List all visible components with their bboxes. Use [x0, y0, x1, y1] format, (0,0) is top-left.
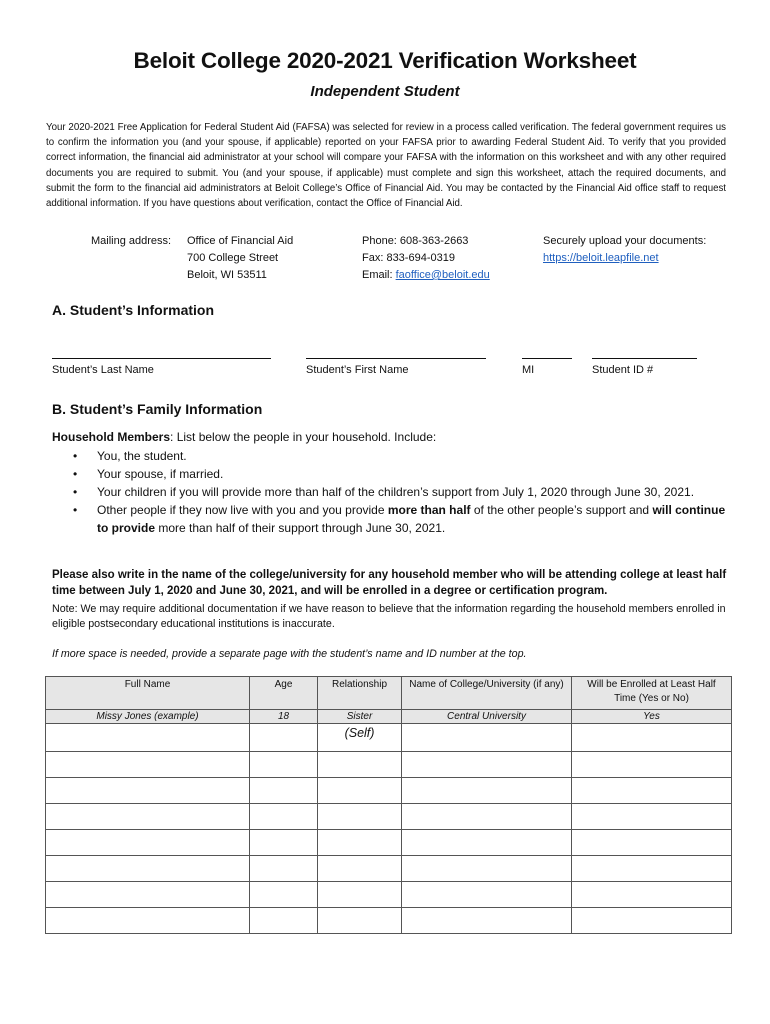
phone-number: Phone: 608-363-2663 [362, 235, 469, 247]
household-bullet-list [52, 447, 732, 537]
middle-initial-field[interactable] [522, 358, 572, 359]
enrolled-cell[interactable] [572, 882, 732, 908]
age-cell[interactable] [250, 856, 318, 882]
table-row [46, 856, 732, 882]
table-row [46, 882, 732, 908]
street-address: 700 College Street [187, 252, 279, 264]
bullet-text: of the other people’s support and [470, 503, 653, 517]
col-header-age: Age [250, 677, 318, 710]
household-table [45, 676, 732, 934]
relationship-cell[interactable] [318, 882, 402, 908]
bullet-text: Other people if they now live with you and you provide [97, 503, 388, 517]
enrolled-cell[interactable] [572, 856, 732, 882]
documentation-note: Note: We may require additional documentation if we have reason to believe that the information regarding the household members enrolled in eligible postsecondary educational institutions is inaccurate. [52, 603, 726, 630]
first-name-field[interactable] [306, 358, 486, 359]
relationship-cell[interactable] [318, 778, 402, 804]
phone-fax-email-block [362, 233, 490, 284]
last-name-field[interactable] [52, 358, 271, 359]
col-header-college: Name of College/University (if any) [402, 677, 572, 710]
household-members-label: Household Members [52, 430, 171, 444]
age-cell[interactable] [250, 778, 318, 804]
example-relationship: Sister [318, 710, 402, 724]
col-header-enrolled: Will be Enrolled at Least Half Time (Yes or No) [572, 677, 732, 710]
mailing-address-label: Mailing address: [91, 235, 172, 247]
name-cell[interactable] [46, 856, 250, 882]
email-label: Email: [362, 269, 396, 281]
relationship-cell[interactable] [318, 856, 402, 882]
section-a-heading: A. Student’s Information [52, 302, 215, 318]
college-cell[interactable] [402, 724, 572, 752]
college-cell[interactable] [402, 804, 572, 830]
name-cell[interactable] [46, 804, 250, 830]
age-cell[interactable] [250, 882, 318, 908]
bullet-text: Your children if you will provide more than half of the children’s support from July 1, 2020 through June 30, 2021. [97, 485, 695, 499]
table-header-row [46, 677, 732, 710]
col-header-relationship: Relationship [318, 677, 402, 710]
enrolled-cell[interactable] [572, 724, 732, 752]
student-id-label: Student ID # [592, 364, 654, 376]
age-cell[interactable] [250, 724, 318, 752]
age-cell[interactable] [250, 804, 318, 830]
table-row [46, 830, 732, 856]
name-cell[interactable] [46, 778, 250, 804]
relationship-cell[interactable] [318, 752, 402, 778]
bullet-emphasis: will continue to provide [97, 503, 726, 535]
enrolled-cell[interactable] [572, 908, 732, 934]
student-id-field[interactable] [592, 358, 697, 359]
household-intro-text: : List below the people in your household. Include: [170, 430, 437, 444]
college-cell[interactable] [402, 882, 572, 908]
relationship-self-cell: (Self) [318, 724, 402, 752]
college-cell[interactable] [402, 856, 572, 882]
age-cell[interactable] [250, 752, 318, 778]
col-header-full-name: Full Name [46, 677, 250, 710]
bullet-emphasis: more than half [387, 503, 471, 517]
enrolled-cell[interactable] [572, 752, 732, 778]
document-subtitle: Independent Student [310, 83, 460, 100]
more-space-note: If more space is needed, provide a separate page with the student’s name and ID number at the top. [52, 648, 527, 660]
college-cell[interactable] [402, 830, 572, 856]
office-name: Office of Financial Aid [187, 235, 294, 247]
college-instruction: Please also write in the name of the college/university for any household member who will be attending college at least half time between July 1, 2020 and June 30, 2021, and will be enrolled in a degree or certification program. [52, 569, 727, 597]
example-college: Central University [402, 710, 572, 724]
table-row [46, 804, 732, 830]
bullet-icon: • [73, 467, 78, 481]
example-age: 18 [250, 710, 318, 724]
table-row [46, 908, 732, 934]
fax-number: Fax: 833-694-0319 [362, 252, 455, 264]
enrolled-cell[interactable] [572, 778, 732, 804]
bullet-text: more than half of their support through June 30, 2021. [155, 521, 446, 535]
upload-block [543, 233, 706, 267]
mi-label: MI [522, 364, 535, 376]
enrolled-cell[interactable] [572, 830, 732, 856]
name-cell[interactable] [46, 724, 250, 752]
upload-link[interactable]: https://beloit.leapfile.net [543, 252, 659, 264]
last-name-label: Student’s Last Name [52, 364, 154, 376]
intro-paragraph: Your 2020-2021 Free Application for Federal Student Aid (FAFSA) was selected for review in a process called verification. The federal government requires us to confirm the information you (and your spouse, if applicable) reported on your FAFSA prior to awarding Federal Student Aid. To verify that you provided correct information, the financial aid administrator at your school will compare your FAFSA with the information on this worksheet and with any other required documents you are required to submit. You (and your spouse, if applicable) must complete and sign this worksheet, attach the required documents, and submit the form to the financial aid administrators at Beloit College’s Office of Financial Aid. You may be contacted by the Financial Aid office staff to request additional information. If you have questions about verification, contact the Office of Financial Aid. [46, 122, 726, 210]
name-cell[interactable] [46, 752, 250, 778]
email-line [362, 267, 490, 284]
bullet-icon: • [73, 503, 78, 517]
table-row [46, 778, 732, 804]
household-intro [52, 430, 436, 444]
relationship-cell[interactable] [318, 804, 402, 830]
college-cell[interactable] [402, 778, 572, 804]
college-cell[interactable] [402, 752, 572, 778]
relationship-cell[interactable] [318, 908, 402, 934]
email-link[interactable]: faoffice@beloit.edu [395, 269, 490, 281]
section-b-heading: B. Student’s Family Information [52, 401, 263, 417]
age-cell[interactable] [250, 830, 318, 856]
name-cell[interactable] [46, 830, 250, 856]
relationship-cell[interactable] [318, 830, 402, 856]
first-name-label: Student’s First Name [306, 364, 409, 376]
age-cell[interactable] [250, 908, 318, 934]
college-cell[interactable] [402, 908, 572, 934]
example-name: Missy Jones (example) [46, 710, 250, 724]
bullet-icon: • [73, 449, 78, 463]
bullet-text: You, the student. [97, 449, 187, 463]
name-cell[interactable] [46, 882, 250, 908]
table-row [46, 724, 732, 752]
table-row [46, 752, 732, 778]
upload-label: Securely upload your documents: [543, 235, 707, 247]
city-state-zip: Beloit, WI 53511 [187, 269, 267, 281]
list-item [52, 501, 732, 537]
example-row [46, 710, 732, 724]
list-item [52, 483, 732, 501]
example-enrolled: Yes [572, 710, 732, 724]
list-item [52, 465, 732, 483]
mailing-label-block [91, 233, 171, 250]
enrolled-cell[interactable] [572, 804, 732, 830]
bullet-text: Your spouse, if married. [97, 467, 224, 481]
document-title: Beloit College 2020-2021 Verification Worksheet [133, 48, 637, 73]
name-cell[interactable] [46, 908, 250, 934]
list-item [52, 447, 732, 465]
bullet-icon: • [73, 485, 78, 499]
mailing-address-block [187, 233, 293, 284]
